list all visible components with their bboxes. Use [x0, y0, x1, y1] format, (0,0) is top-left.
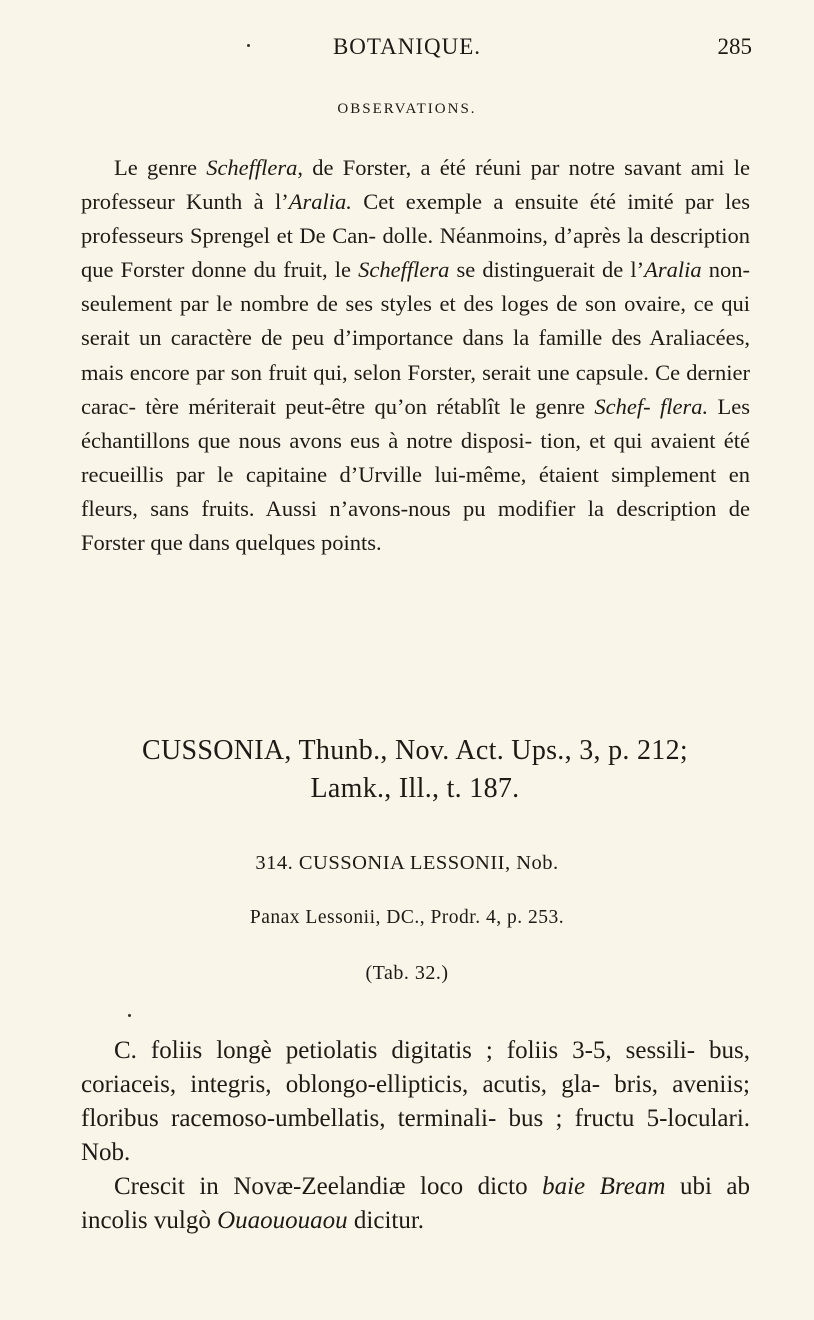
- italic-text: baie Bream: [542, 1173, 666, 1200]
- italic-text: Schefflera: [206, 155, 298, 180]
- genus-heading-line-2: Lamk., Ill., t. 187.: [310, 773, 520, 804]
- species-synonym: Panax Lessonii, DC., Prodr. 4, p. 253.: [249, 907, 565, 928]
- genus-heading: [60, 732, 770, 808]
- text-run: du fruit, le: [253, 257, 359, 283]
- text-run: Cet exemple a: [351, 189, 504, 215]
- text-run: bris, aveniis; floribus racemoso-umbellatis, terminali-: [81, 1071, 750, 1132]
- text-run: C. foliis longè petiolatis digitatis ; foliis 3-5, sessili-: [114, 1037, 696, 1064]
- text-run: bus, coriaceis, integris, oblongo-ellipticis, acutis, gla-: [81, 1037, 751, 1098]
- text-run: ubi ab incolis vulgò: [81, 1173, 751, 1234]
- text-run: dans quelques points.: [188, 530, 382, 556]
- text-run: se distinguerait de l’: [449, 257, 645, 283]
- text-run: Les échantillons que nous avons eus à notre disposi-: [81, 393, 750, 453]
- italic-text: Aralia: [644, 257, 702, 283]
- ink-speck: [128, 1014, 131, 1017]
- plate-reference: (Tab. 32.): [365, 962, 449, 984]
- running-head: [0, 34, 814, 70]
- page-number: 285: [717, 34, 752, 59]
- diagnosis-paragraph: [81, 1034, 750, 1238]
- text-run: ovaire, ce qui serait un caractère de peu d’importance: [81, 291, 751, 351]
- text-run: ensuite été imité par les professeurs Sprengel et De Can-: [81, 189, 750, 249]
- text-run: Crescit in Novæ-Zeelandiæ loco dicto: [114, 1173, 543, 1200]
- text-run: qui, selon Forster, serait une capsule. Ce dernier carac-: [81, 359, 751, 419]
- text-run: , de Forster, a été réuni par notre: [297, 155, 615, 180]
- text-run: bus ; fructu 5-loculari. Nob.: [81, 1105, 751, 1166]
- italic-text: flera.: [660, 393, 709, 419]
- text-run: n’avons-nous pu modifier la description de Forster que: [81, 495, 750, 556]
- italic-text: Ouaououaou: [217, 1207, 348, 1234]
- observations-heading: OBSERVATIONS.: [337, 101, 477, 117]
- italic-text: Aralia.: [288, 189, 352, 215]
- running-title: BOTANIQUE.: [332, 34, 482, 59]
- text-run: tion, et qui avaient été recueillis par le capitaine d’Urville: [81, 427, 750, 487]
- italic-text: Schef-: [594, 393, 651, 419]
- text-run: dicitur.: [347, 1207, 425, 1234]
- text-run: non-: [701, 257, 751, 283]
- text-run: Le genre: [114, 155, 207, 180]
- text-run: lui-même, étaient simplement en fleurs, sans fruits. Aussi: [81, 461, 751, 521]
- species-heading: 314. CUSSONIA LESSONII, Nob.: [255, 852, 559, 874]
- genus-heading-line-1: CUSSONIA, Thunb., Nov. Act. Ups., 3, p. 212;: [141, 735, 688, 766]
- text-run: tère mériterait peut-être qu’on rétablît le genre: [145, 393, 595, 419]
- text-run: dans la famille des Araliacées, mais encore par son fruit: [81, 325, 750, 385]
- observations-paragraph: [81, 151, 750, 560]
- italic-text: Schefflera: [358, 257, 450, 283]
- text-run: dolle. Néanmoins, d’après la description que Forster donne: [81, 223, 750, 283]
- text-run: savant ami le professeur Kunth à l’: [81, 155, 751, 215]
- text-run: seulement par le nombre de ses styles et des loges de son: [81, 291, 617, 317]
